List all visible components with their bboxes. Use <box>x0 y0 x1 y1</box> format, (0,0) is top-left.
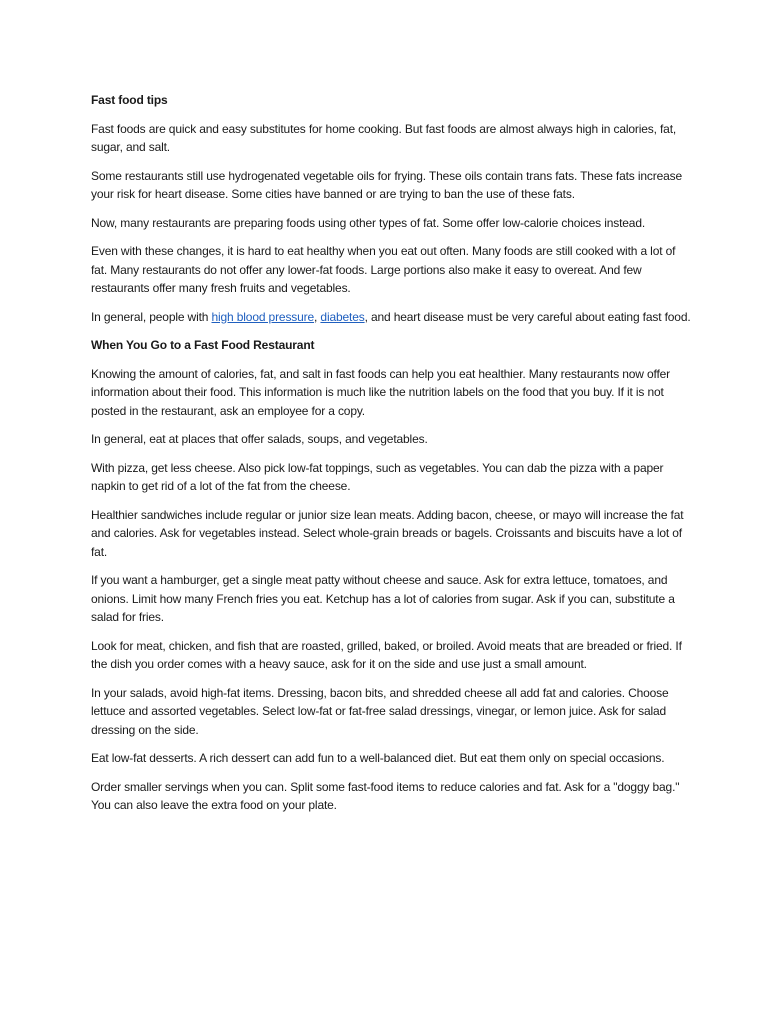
paragraph-intro: Fast foods are quick and easy substitutes for home cooking. But fast foods are almost always high in calories, fat, sugar, and salt. <box>91 121 677 154</box>
paragraph-desserts: Eat low-fat desserts. A rich dessert can add fun to a well-balanced diet. But eat them only on special occasions. <box>91 751 665 765</box>
paragraph-nutrition-info: Knowing the amount of calories, fat, and salt in fast foods can help you eat healthier. Many restaurants now offer information about their food. This information is much like the nutrition labels on the food that you buy. If it is not posted in the restaurant, ask an employee for a copy. <box>91 366 671 418</box>
paragraph-servings: Order smaller servings when you can. Split some fast-food items to reduce calories and fat. Ask for a "doggy bag." You can also leave the extra food on your plate. <box>91 779 680 812</box>
paragraph-eating-out: Even with these changes, it is hard to eat healthy when you eat out often. Many foods are still cooked with a lot of fat. Many restaurants do not offer any lower-fat foods. Large portions also make it easy to overeat. And few restaurants offer many fresh fruits and vegetables. <box>91 244 676 295</box>
paragraph-trans-fats: Some restaurants still use hydrogenated vegetable oils for frying. These oils contain trans fats. These fats increase your risk for heart disease. Some cities have banned or are trying to ban the use of these fats. <box>91 168 682 201</box>
paragraph-pizza: With pizza, get less cheese. Also pick low-fat toppings, such as vegetables. You can dab the pizza with a paper napkin to get rid of a lot of the fat from the cheese. <box>91 460 664 493</box>
paragraph-meats: Look for meat, chicken, and fish that are roasted, grilled, baked, or broiled. Avoid meats that are breaded or fried. If the dish you order comes with a heavy sauce, ask for it on the side and use just a small amount. <box>91 638 682 671</box>
text-before-links: In general, people with <box>91 309 212 324</box>
paragraph-salads: In your salads, avoid high-fat items. Dressing, bacon bits, and shredded cheese all add fat and calories. Choose lettuce and assorted vegetables. Select low-fat or fat-free salad dressings, vinegar, or lemon juice. Ask for salad dressing on the side. <box>91 685 669 737</box>
diabetes-link[interactable]: diabetes <box>320 309 365 324</box>
document-page <box>91 91 691 825</box>
paragraph-other-fats: Now, many restaurants are preparing foods using other types of fat. Some offer low-calorie choices instead. <box>91 215 646 230</box>
document-title: Fast food tips <box>91 93 168 107</box>
high-blood-pressure-link[interactable]: high blood pressure <box>211 309 315 324</box>
text-separator: , <box>314 309 321 324</box>
paragraph-health-conditions <box>91 308 691 327</box>
paragraph-sandwiches: Healthier sandwiches include regular or junior size lean meats. Adding bacon, cheese, or mayo will increase the fat and calories. Ask for vegetables instead. Select whole-grain breads or bagels. Croissants and biscuits have a lot of fat. <box>91 507 684 559</box>
section-heading: When You Go to a Fast Food Restaurant <box>91 338 315 352</box>
text-after-links: , and heart disease must be very careful about eating fast food. <box>364 309 691 324</box>
paragraph-hamburger: If you want a hamburger, get a single meat patty without cheese and sauce. Ask for extra lettuce, tomatoes, and onions. Limit how many French fries you eat. Ketchup has a lot of calories from sugar. Ask if you can, substitute a salad for fries. <box>91 573 675 624</box>
paragraph-places: In general, eat at places that offer salads, soups, and vegetables. <box>91 432 428 446</box>
